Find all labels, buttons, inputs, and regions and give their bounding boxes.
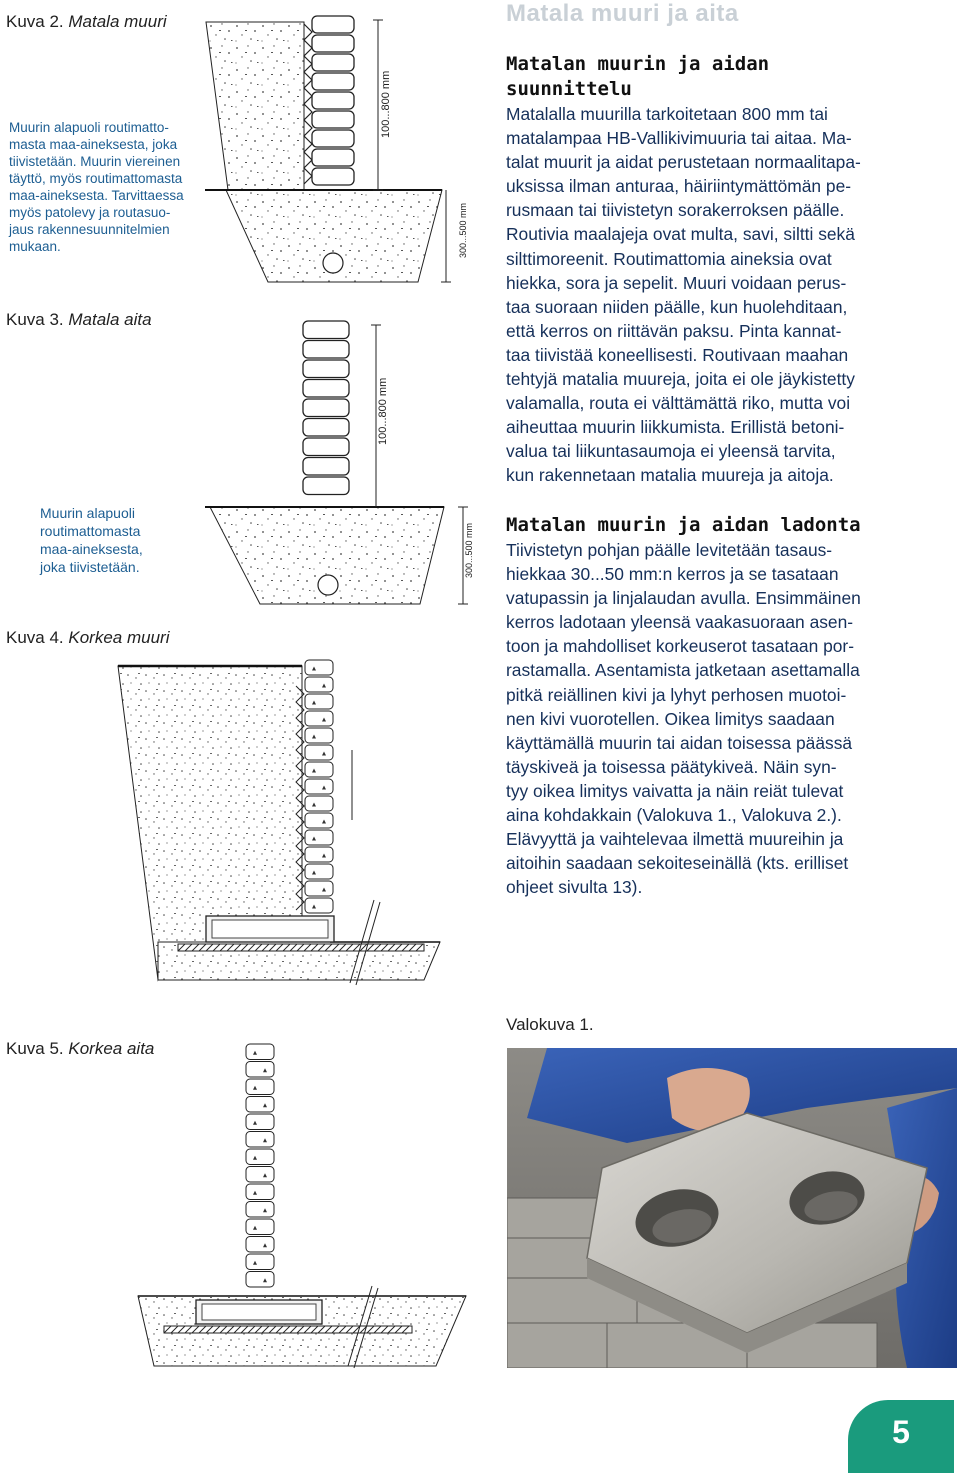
kuva4-caption: Kuva 4. Korkea muuri [6,628,170,647]
wall-block [246,1044,274,1060]
wall-block [305,728,333,743]
wall-block [246,1149,274,1165]
wall-block [303,341,349,359]
wall-block [312,111,354,128]
wall-block [305,745,333,760]
kuva2-dim-bottom: 300...500 mm [458,202,468,258]
wall-block [246,1114,274,1130]
kuva2-note: Muurin alapuoli routimatto- masta maa-aineksesta, joka tiivistetään. Muurin viereinen täyttö, myös routimattomasta maa-aineksesta. Tarvittaessa myös patolevy ja routasuo- jaus rakennesuunnitelmien mukaan. [9,120,184,254]
wall-block [305,881,333,896]
kuva3-note: Muurin alapuoli routimattomasta maa-aineksesta, joka tiivistetään. [40,505,143,575]
wall-block [305,762,333,777]
wall-block [246,1132,274,1148]
kuva2-dim-top: 100...800 mm [380,70,392,138]
kuva3-drain-pipe [318,575,338,595]
kuva5-drawing [138,1044,466,1368]
kuva3-dim-bottom: 300...500 mm [464,522,474,578]
wall-block [305,711,333,726]
wall-block [303,399,349,417]
wall-block [305,779,333,794]
wall-block [303,321,349,339]
wall-block [303,458,349,476]
wall-block [312,35,354,52]
kuva4-drawing [118,660,440,985]
kuva5-caption: Kuva 5. Korkea aita [6,1039,155,1058]
wall-block [246,1167,274,1183]
wall-block [305,898,333,913]
wall-block [246,1097,274,1113]
wall-block [246,1079,274,1095]
wall-block [305,660,333,675]
section-suunnittelu [506,52,946,488]
kuva3-caption: Kuva 3. Matala aita [6,310,152,329]
section-body: Matalalla muurilla tarkoitetaan 800 mm tai matalampaa HB-Vallikivimuuria tai aitaa. Ma- talat muurit ja aidat perustetaan normaalitapa- uksissa ilman anturaa, häiriintymättömän pe- rusmaan tai tiivistetyn sorakerroksen päälle. Routivia maalajeja ovat multa, savi, siltti sekä silttimoreenit. Routimattomia aineksia ovat hiekka, sora ja sepelit. Muuri voidaan perus- taa suoraan niiden päälle, kun huolehditaan, että kerros on riittävän paksu. Pinta kannat- taa tiivistää koneellisesti. Routivaan maahan tehtyjä matalia muureja, joita ei ole jäykistetty valamalla, routa ei välttämättä riko, mutta voi aiheuttaa muurin liikkumista. Erillistä betoni- valua tai liikuntasaumoja ei yleensä tarvita, kun rakennetaan matalia muureja ja aitoja. [506,104,861,486]
wall-block [305,677,333,692]
wall-block [246,1272,274,1288]
wall-block [312,16,354,33]
photo-caption: Valokuva 1. [506,1015,594,1034]
wall-block [312,92,354,109]
section-body: Tiivistetyn pohjan päälle levitetään tasaus- hiekkaa 30...50 mm:n kerros ja se tasataan vatupassin ja linjalaudan avulla. Ensimmäinen kerros ladotaan yleensä vaakasuoraan asen- toon ja mahdolliset korkeuserot tasataan por- rastamalla. Asentamista jatketaan asettamalla pitkä reiällinen kivi ja lyhyt perhosen muotoi- nen kivi vuorotellen. Oikea limitys saadaan käyttämällä muurin tai aidan toisessa päässä täyskiveä ja toisessa päätykiveä. Näin syn- tyy oikea limitys vaivatta ja näin reiät tulevat aina kohdakkain (Valokuva 1., Valokuva 2.). Elävyyttä ja vaihtelevaa ilmettä muureihin ja aitoihin saadaan sekoiteseinällä (kts. erilliset ohjeet sivulta 13). [506,540,861,898]
wall-block [312,73,354,90]
kuva2-backfill [206,22,304,190]
wall-block [305,694,333,709]
wall-block [246,1184,274,1200]
section-heading: Matalan muurin ja aidan ladonta [506,514,861,536]
kuva2-drawing [205,16,468,282]
wall-block [312,168,354,185]
wall-block [303,438,349,456]
wall-block [246,1062,274,1078]
wall-block [305,864,333,879]
wall-block [312,130,354,147]
wall-block [312,54,354,71]
valokuva-1-photo [507,1048,957,1368]
wall-block [303,477,349,495]
wall-block [246,1254,274,1270]
wall-block [305,813,333,828]
wall-block [305,796,333,811]
wall-block [246,1202,274,1218]
wall-block [246,1237,274,1253]
kuva2-caption: Kuva 2. Matala muuri [6,12,167,31]
kuva5-wall-blocks [246,1044,274,1287]
kuva2-drain-membrane [304,24,312,184]
page-number: 5 [892,1414,910,1450]
wall-block [303,419,349,437]
wall-block [305,847,333,862]
wall-block [312,149,354,166]
page-number-badge [848,1400,954,1473]
kuva3-wall-blocks [303,321,349,495]
kuva3-dim-top: 100...800 mm [377,377,389,445]
kuva3-drawing [205,321,474,604]
wall-block [303,380,349,398]
wall-block [303,360,349,378]
section-ladonta [506,513,946,899]
kuva4-wall-blocks [305,660,333,913]
page-title: Matala muuri ja aita [506,0,739,27]
kuva2-wall-blocks [312,16,354,185]
kuva2-drain-pipe [323,253,343,273]
section-heading: Matalan muurin ja aidan suunnittelu [506,53,770,100]
wall-block [246,1219,274,1235]
wall-block [305,830,333,845]
